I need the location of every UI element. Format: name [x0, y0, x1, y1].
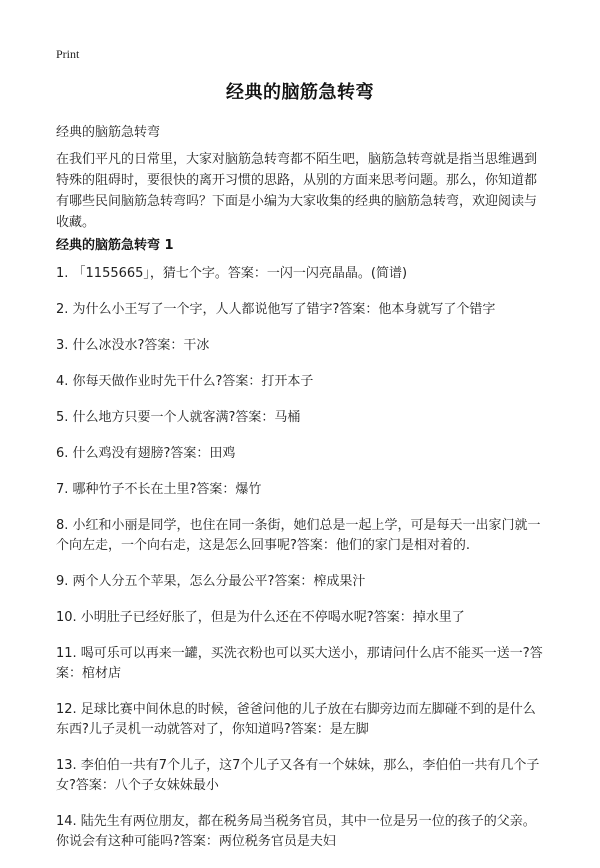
page-title: 经典的脑筋急转弯 — [226, 82, 374, 103]
print-link[interactable]: Print — [56, 47, 80, 61]
section-heading: 经典的脑筋急转弯 1 — [56, 238, 174, 253]
intro-paragraph: 在我们平凡的日常里，大家对脑筋急转弯都不陌生吧，脑筋急转弯就是指当思维遇到特殊的阻碍时，要很快的离开习惯的思路，从别的方面来思考问题。那么，你知道都有哪些民间脑筋急转弯吗？下面是小编为大家收集的经典的脑筋急转弯，欢迎阅读与收藏。 — [56, 152, 538, 230]
qa-item: 1. 「1155665」，猜七个字。答案：一闪一闪亮晶晶。(简谱) — [56, 266, 408, 281]
qa-item: 5. 什么地方只要一个人就客满?答案：马桶 — [56, 410, 301, 425]
qa-item: 9. 两个人分五个苹果，怎么分最公平?答案：榨成果汁 — [56, 574, 366, 589]
qa-item: 8. 小红和小丽是同学，也住在同一条街，她们总是一起上学，可是每天一出家门就一个向左走，一个向右走，这是怎么回事呢?答案：他们的家门是相对着的. — [56, 518, 541, 553]
qa-item: 11. 喝可乐可以再来一罐，买洗衣粉也可以买大送小，那请问什么店不能买一送一?答案：棺材店 — [56, 646, 543, 681]
qa-item: 13. 李伯伯一共有7个儿子，这7个儿子又各有一个妹妹，那么，李伯伯一共有几个子女?答案：八个子女妹妹最小 — [56, 758, 540, 793]
qa-item: 12. 足球比赛中间休息的时候，爸爸问他的儿子放在右脚旁边而左脚碰不到的是什么东西?儿子灵机一动就答对了，你知道吗?答案：是左脚 — [56, 702, 536, 737]
qa-item: 7. 哪种竹子不长在土里?答案：爆竹 — [56, 482, 262, 497]
page-subtitle: 经典的脑筋急转弯 — [56, 125, 161, 140]
qa-item: 3. 什么冰没水?答案：干冰 — [56, 338, 210, 353]
qa-item: 2. 为什么小王写了一个字，人人都说他写了错字?答案：他本身就写了个错字 — [56, 302, 496, 317]
qa-item: 10. 小明肚子已经好胀了，但是为什么还在不停喝水呢?答案：掉水里了 — [56, 610, 465, 625]
qa-item: 14. 陆先生有两位朋友，都在税务局当税务官员，其中一位是另一位的孩子的父亲。你说会有这种可能吗?答案：两位税务官员是夫妇 — [56, 814, 536, 849]
qa-item: 4. 你每天做作业时先干什么?答案：打开本子 — [56, 374, 314, 389]
qa-item: 6. 什么鸡没有翅膀?答案：田鸡 — [56, 446, 236, 461]
qa-list — [56, 264, 546, 868]
